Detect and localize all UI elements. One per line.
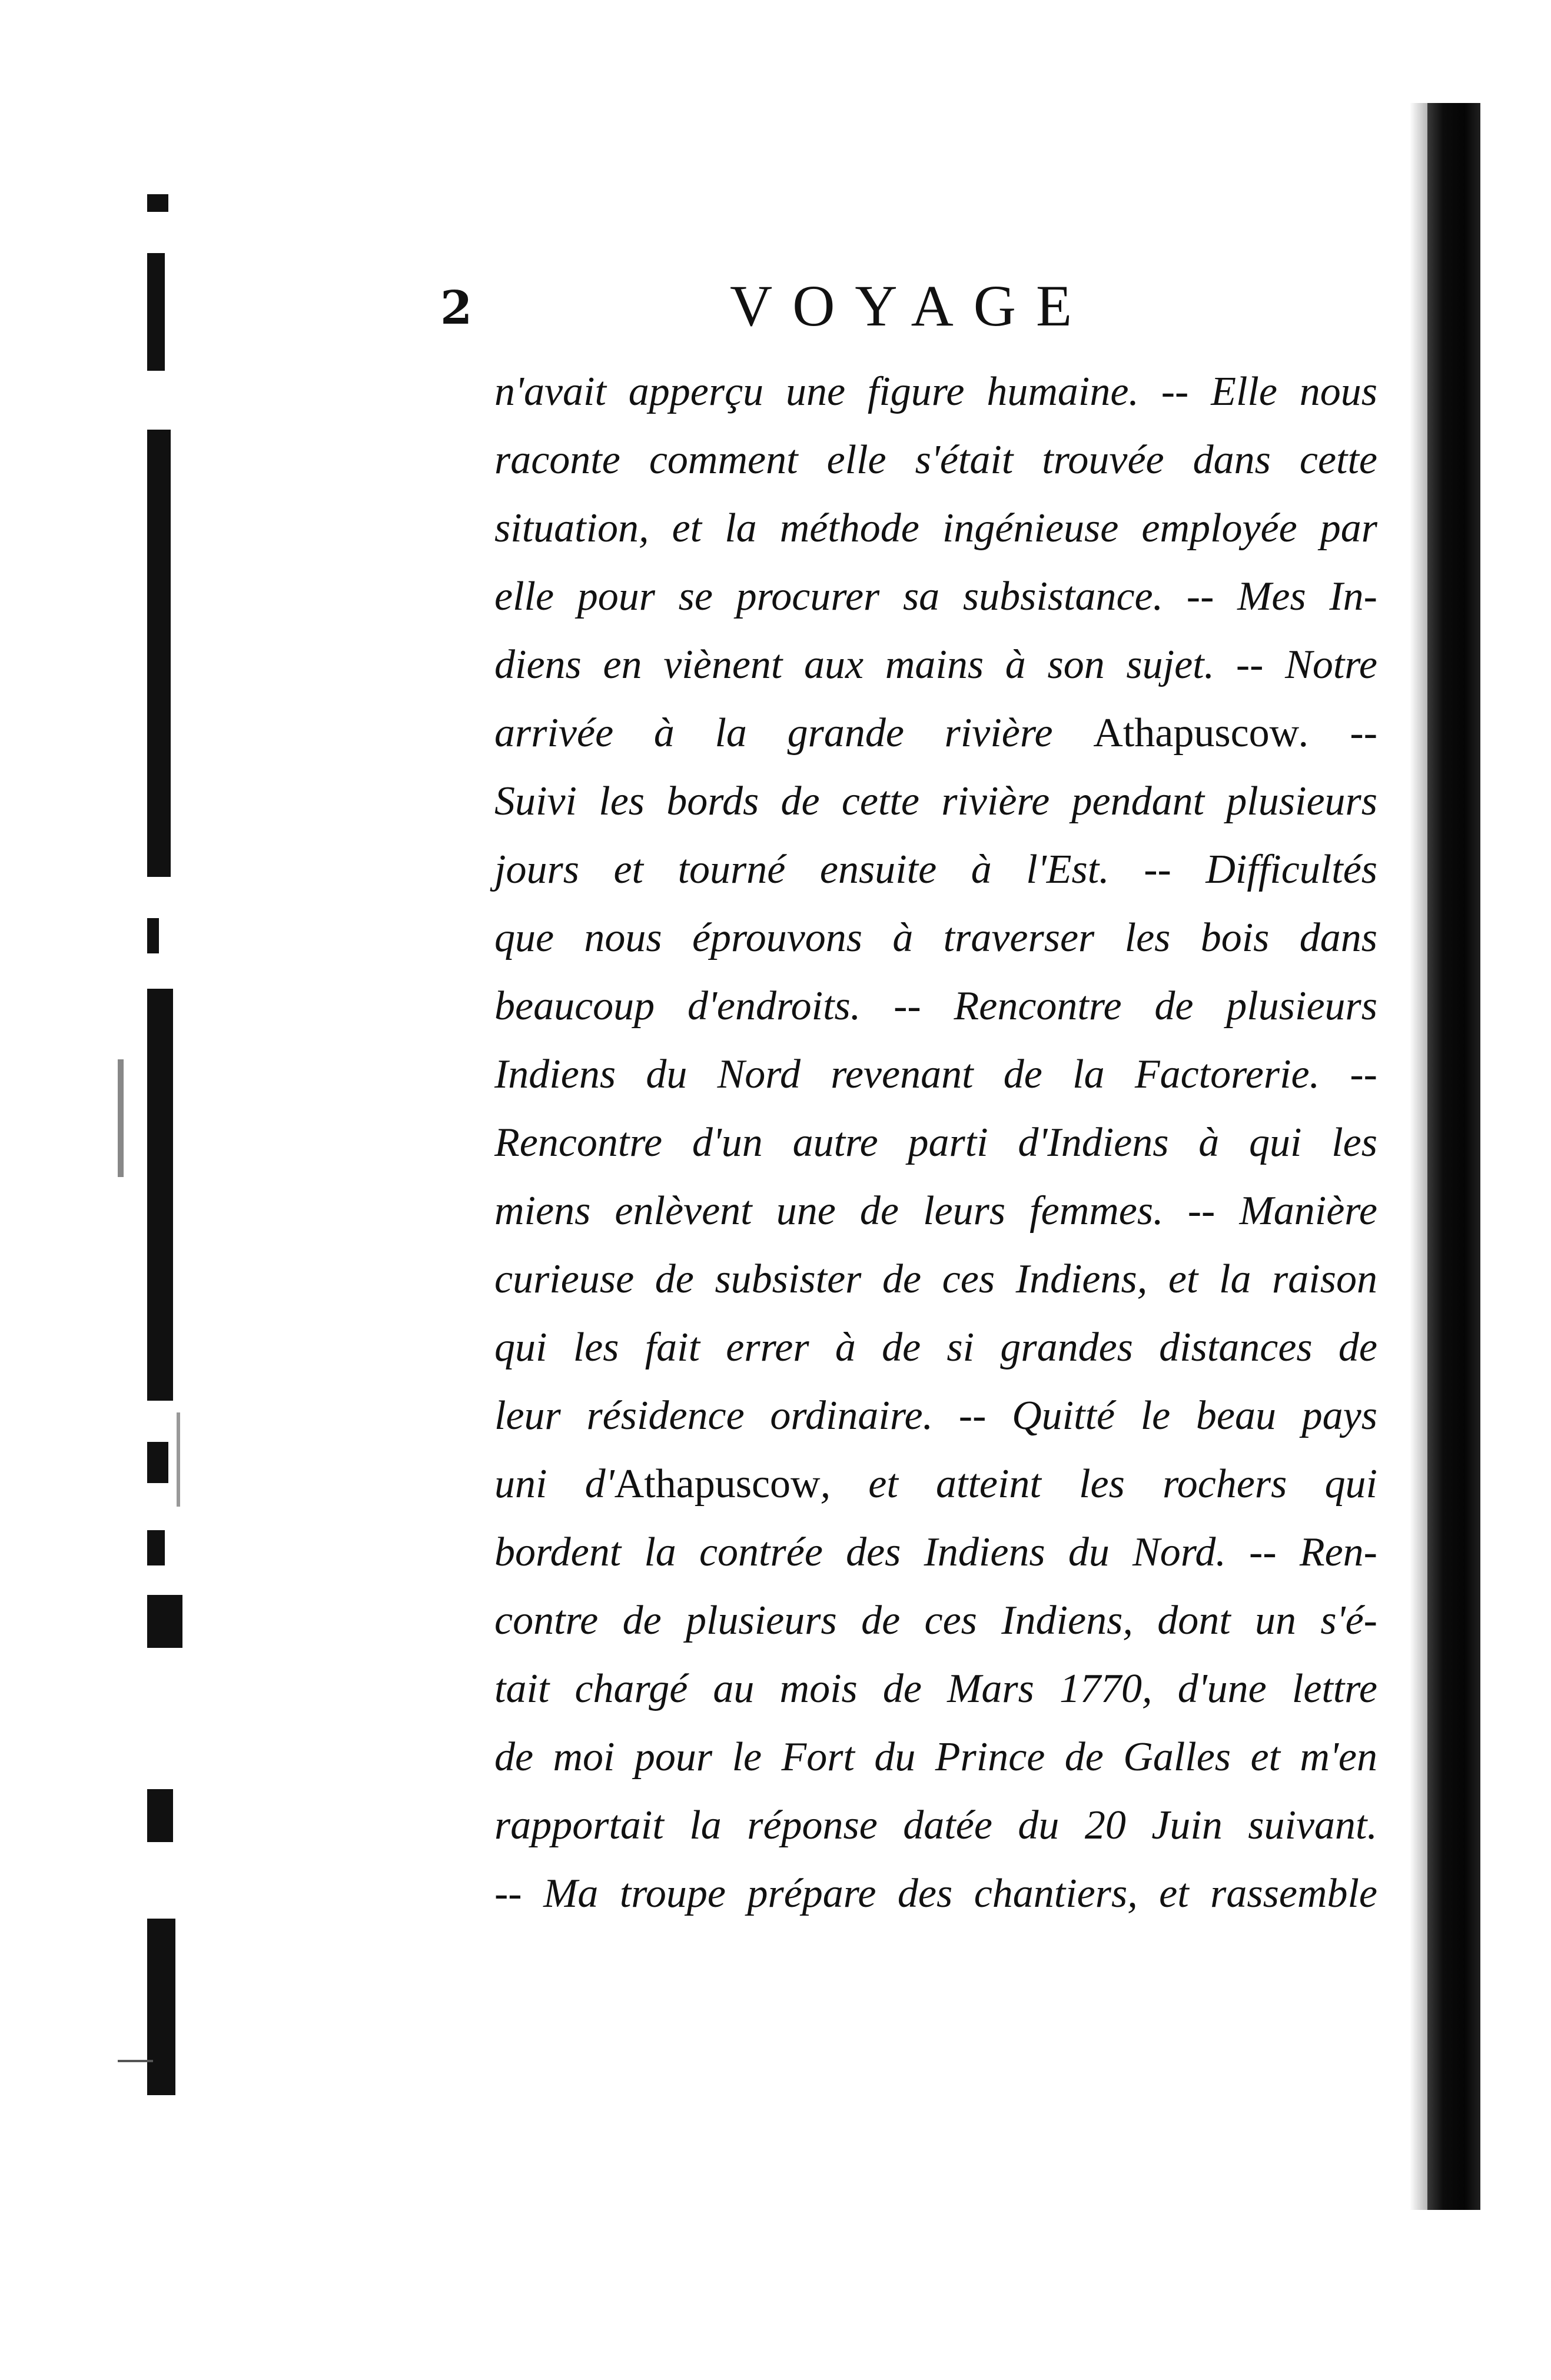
- running-head: VOYAGE: [730, 273, 1092, 338]
- text-line: [494, 767, 1377, 836]
- text-segment: curieuse de subsister de ces Indiens, et la raison: [494, 1257, 1377, 1302]
- text-segment: diens en viènent aux mains à son sujet. -- Notre: [494, 642, 1377, 687]
- text-segment: bordent la contrée des Indiens du Nord. -- Ren-: [494, 1530, 1377, 1575]
- text-line: [494, 1587, 1377, 1655]
- text-segment: uni d': [494, 1461, 615, 1507]
- scan-mark: [147, 989, 173, 1401]
- text-segment: jours et tourné ensuite à l'Est. -- Difficultés: [494, 847, 1377, 892]
- text-segment: Suivi les bords de cette rivière pendant plusieurs: [494, 779, 1377, 824]
- text-segment: Rencontre d'un autre parti d'Indiens à qui les: [494, 1120, 1377, 1165]
- text-line: [494, 494, 1377, 563]
- text-line: [494, 1382, 1377, 1450]
- text-segment: contre de plusieurs de ces Indiens, dont un s'é-: [494, 1598, 1377, 1643]
- text-line: [494, 563, 1377, 631]
- text-line: [494, 1177, 1377, 1245]
- text-segment: que nous éprouvons à traverser les bois dans: [494, 915, 1377, 960]
- binding-edge: [1427, 103, 1480, 2210]
- body-text: [494, 358, 1377, 1928]
- text-line: [494, 1450, 1377, 1518]
- scan-mark: [118, 1059, 124, 1177]
- scan-mark: [147, 1789, 173, 1842]
- text-segment: raconte comment elle s'était trouvée dans cette: [494, 437, 1377, 483]
- text-line: [494, 1041, 1377, 1109]
- scan-mark: [177, 1412, 180, 1507]
- text-segment: . --: [1299, 710, 1377, 756]
- text-segment: beaucoup d'endroits. -- Rencontre de plusieurs: [494, 983, 1377, 1029]
- scan-mark: [147, 194, 168, 212]
- text-line: [494, 631, 1377, 699]
- scan-mark: [147, 1442, 168, 1483]
- text-segment: arrivée à la grande rivière: [494, 710, 1094, 756]
- text-segment: de moi pour le Fort du Prince de Galles et m'en: [494, 1734, 1377, 1780]
- text-segment: , et atteint les rochers qui: [820, 1461, 1377, 1507]
- scan-mark: [147, 1530, 165, 1565]
- text-segment: Indiens du Nord revenant de la Factorerie. --: [494, 1052, 1377, 1097]
- scan-mark: [118, 2060, 153, 2062]
- text-line: [494, 1245, 1377, 1314]
- text-segment: n'avait apperçu une figure humaine. -- Elle nous: [494, 369, 1377, 414]
- text-segment: tait chargé au mois de Mars 1770, d'une lettre: [494, 1666, 1377, 1711]
- scan-mark: [147, 430, 171, 877]
- text-line: [494, 358, 1377, 426]
- text-line: [494, 1860, 1377, 1928]
- text-line: [494, 426, 1377, 494]
- text-line: [494, 836, 1377, 904]
- text-line: [494, 1723, 1377, 1791]
- text-segment: leur résidence ordinaire. -- Quitté le beau pays: [494, 1393, 1377, 1438]
- place-name: Athapuscow: [614, 1461, 821, 1507]
- place-name: Athapuscow: [1093, 710, 1300, 756]
- scan-mark: [147, 1919, 175, 2095]
- text-segment: qui les fait errer à de si grandes distances de: [494, 1325, 1377, 1370]
- text-line: [494, 904, 1377, 972]
- scan-mark: [147, 1595, 182, 1648]
- text-line: [494, 972, 1377, 1041]
- scan-artifact-left: [106, 177, 212, 2060]
- scan-mark: [147, 253, 165, 371]
- text-segment: -- Ma troupe prépare des chantiers, et rassemble: [494, 1871, 1377, 1916]
- text-segment: rapportait la réponse datée du 20 Juin suivant.: [494, 1803, 1377, 1848]
- text-line: [494, 1314, 1377, 1382]
- text-line: [494, 1655, 1377, 1723]
- text-line: [494, 1791, 1377, 1860]
- scan-mark: [147, 918, 159, 953]
- text-segment: miens enlèvent une de leurs femmes. -- Manière: [494, 1188, 1377, 1234]
- text-line: [494, 1109, 1377, 1177]
- page-number: 2: [440, 281, 473, 335]
- text-segment: elle pour se procurer sa subsistance. -- Mes In-: [494, 574, 1377, 619]
- text-line: [494, 699, 1377, 767]
- text-segment: situation, et la méthode ingénieuse employée par: [494, 506, 1377, 551]
- text-line: [494, 1518, 1377, 1587]
